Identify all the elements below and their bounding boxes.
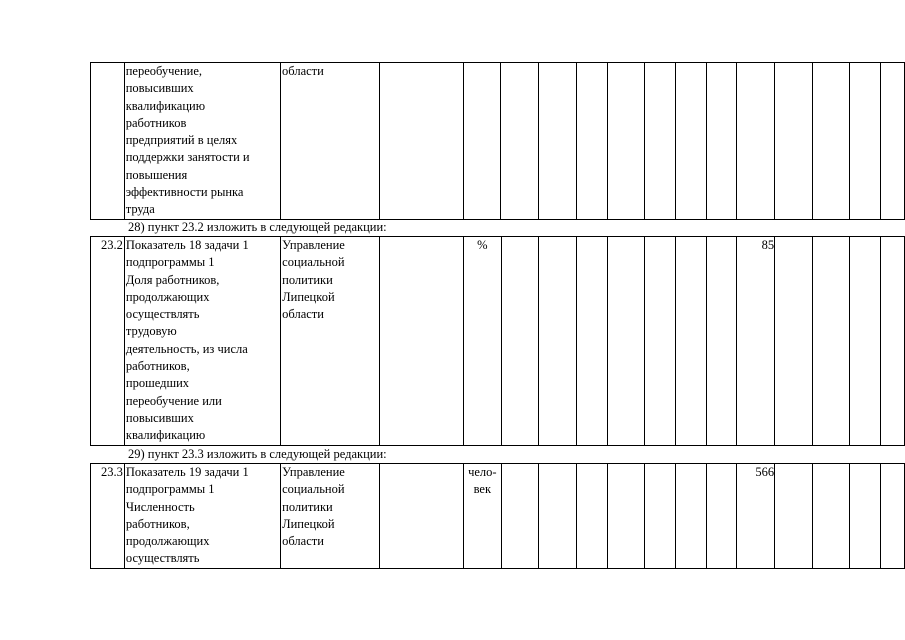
amendment-instruction: 29) пункт 23.3 изложить в следующей редакции: bbox=[128, 447, 387, 461]
empty-cell bbox=[607, 63, 645, 220]
indicator-table-1 bbox=[90, 62, 905, 220]
row-number: 23.2 bbox=[91, 237, 125, 446]
empty-cell bbox=[576, 237, 607, 446]
table-row bbox=[91, 464, 905, 569]
empty-cell bbox=[881, 63, 905, 220]
empty-cell bbox=[706, 464, 737, 569]
responsible-organization: области bbox=[281, 63, 379, 220]
row-number bbox=[91, 63, 125, 220]
empty-cell bbox=[850, 237, 881, 446]
indicator-name: Показатель 18 задачи 1 подпрограммы 1 Доля работников, продолжающих осуществлять трудовую деятельность, из числа работников, прошедших переобучение или повысивших квалификацию bbox=[124, 237, 280, 446]
empty-cell bbox=[645, 237, 676, 446]
table-row bbox=[91, 237, 905, 446]
empty-cell bbox=[645, 464, 676, 569]
indicator-name: переобучение, повысивших квалификацию работников предприятий в целях поддержки занятости и повышения эффективности рынка труда bbox=[124, 63, 280, 220]
empty-cell bbox=[881, 464, 905, 569]
empty-cell bbox=[607, 464, 645, 569]
empty-cell bbox=[539, 464, 577, 569]
empty-cell bbox=[850, 63, 881, 220]
empty-cell bbox=[850, 464, 881, 569]
empty-cell bbox=[812, 464, 850, 569]
empty-cell bbox=[501, 237, 539, 446]
unit-cell: чело- век bbox=[463, 464, 501, 569]
empty-cell bbox=[675, 464, 706, 569]
responsible-organization: Управление социальной политики Липецкой области bbox=[281, 237, 380, 446]
empty-cell bbox=[812, 237, 850, 446]
indicator-name: Показатель 19 задачи 1 подпрограммы 1 Численность работников, продолжающих осуществлять bbox=[124, 464, 280, 569]
empty-cell bbox=[775, 63, 813, 220]
row-number: 23.3 bbox=[91, 464, 125, 569]
empty-cell bbox=[576, 63, 607, 220]
responsible-organization: Управление социальной политики Липецкой области bbox=[281, 464, 380, 569]
empty-cell bbox=[706, 237, 737, 446]
empty-cell bbox=[379, 237, 463, 446]
empty-cell bbox=[881, 237, 905, 446]
empty-cell bbox=[775, 237, 813, 446]
value-cell: 566 bbox=[737, 464, 775, 569]
empty-cell bbox=[706, 63, 737, 220]
empty-cell bbox=[607, 237, 645, 446]
empty-cell bbox=[539, 63, 577, 220]
empty-cell bbox=[812, 63, 850, 220]
amendment-instruction: 28) пункт 23.2 изложить в следующей редакции: bbox=[128, 220, 387, 234]
unit-cell bbox=[463, 63, 501, 220]
value-cell: 85 bbox=[737, 237, 775, 446]
empty-cell bbox=[645, 63, 676, 220]
value-cell bbox=[737, 63, 775, 220]
empty-cell bbox=[501, 63, 539, 220]
empty-cell bbox=[675, 237, 706, 446]
empty-cell bbox=[501, 464, 539, 569]
indicator-table-3 bbox=[90, 463, 905, 569]
empty-cell bbox=[379, 464, 463, 569]
indicator-table-2 bbox=[90, 236, 905, 446]
empty-cell bbox=[539, 237, 577, 446]
empty-cell bbox=[379, 63, 463, 220]
unit-cell: % bbox=[463, 237, 501, 446]
empty-cell bbox=[775, 464, 813, 569]
empty-cell bbox=[675, 63, 706, 220]
table-row bbox=[91, 63, 905, 220]
empty-cell bbox=[577, 464, 608, 569]
